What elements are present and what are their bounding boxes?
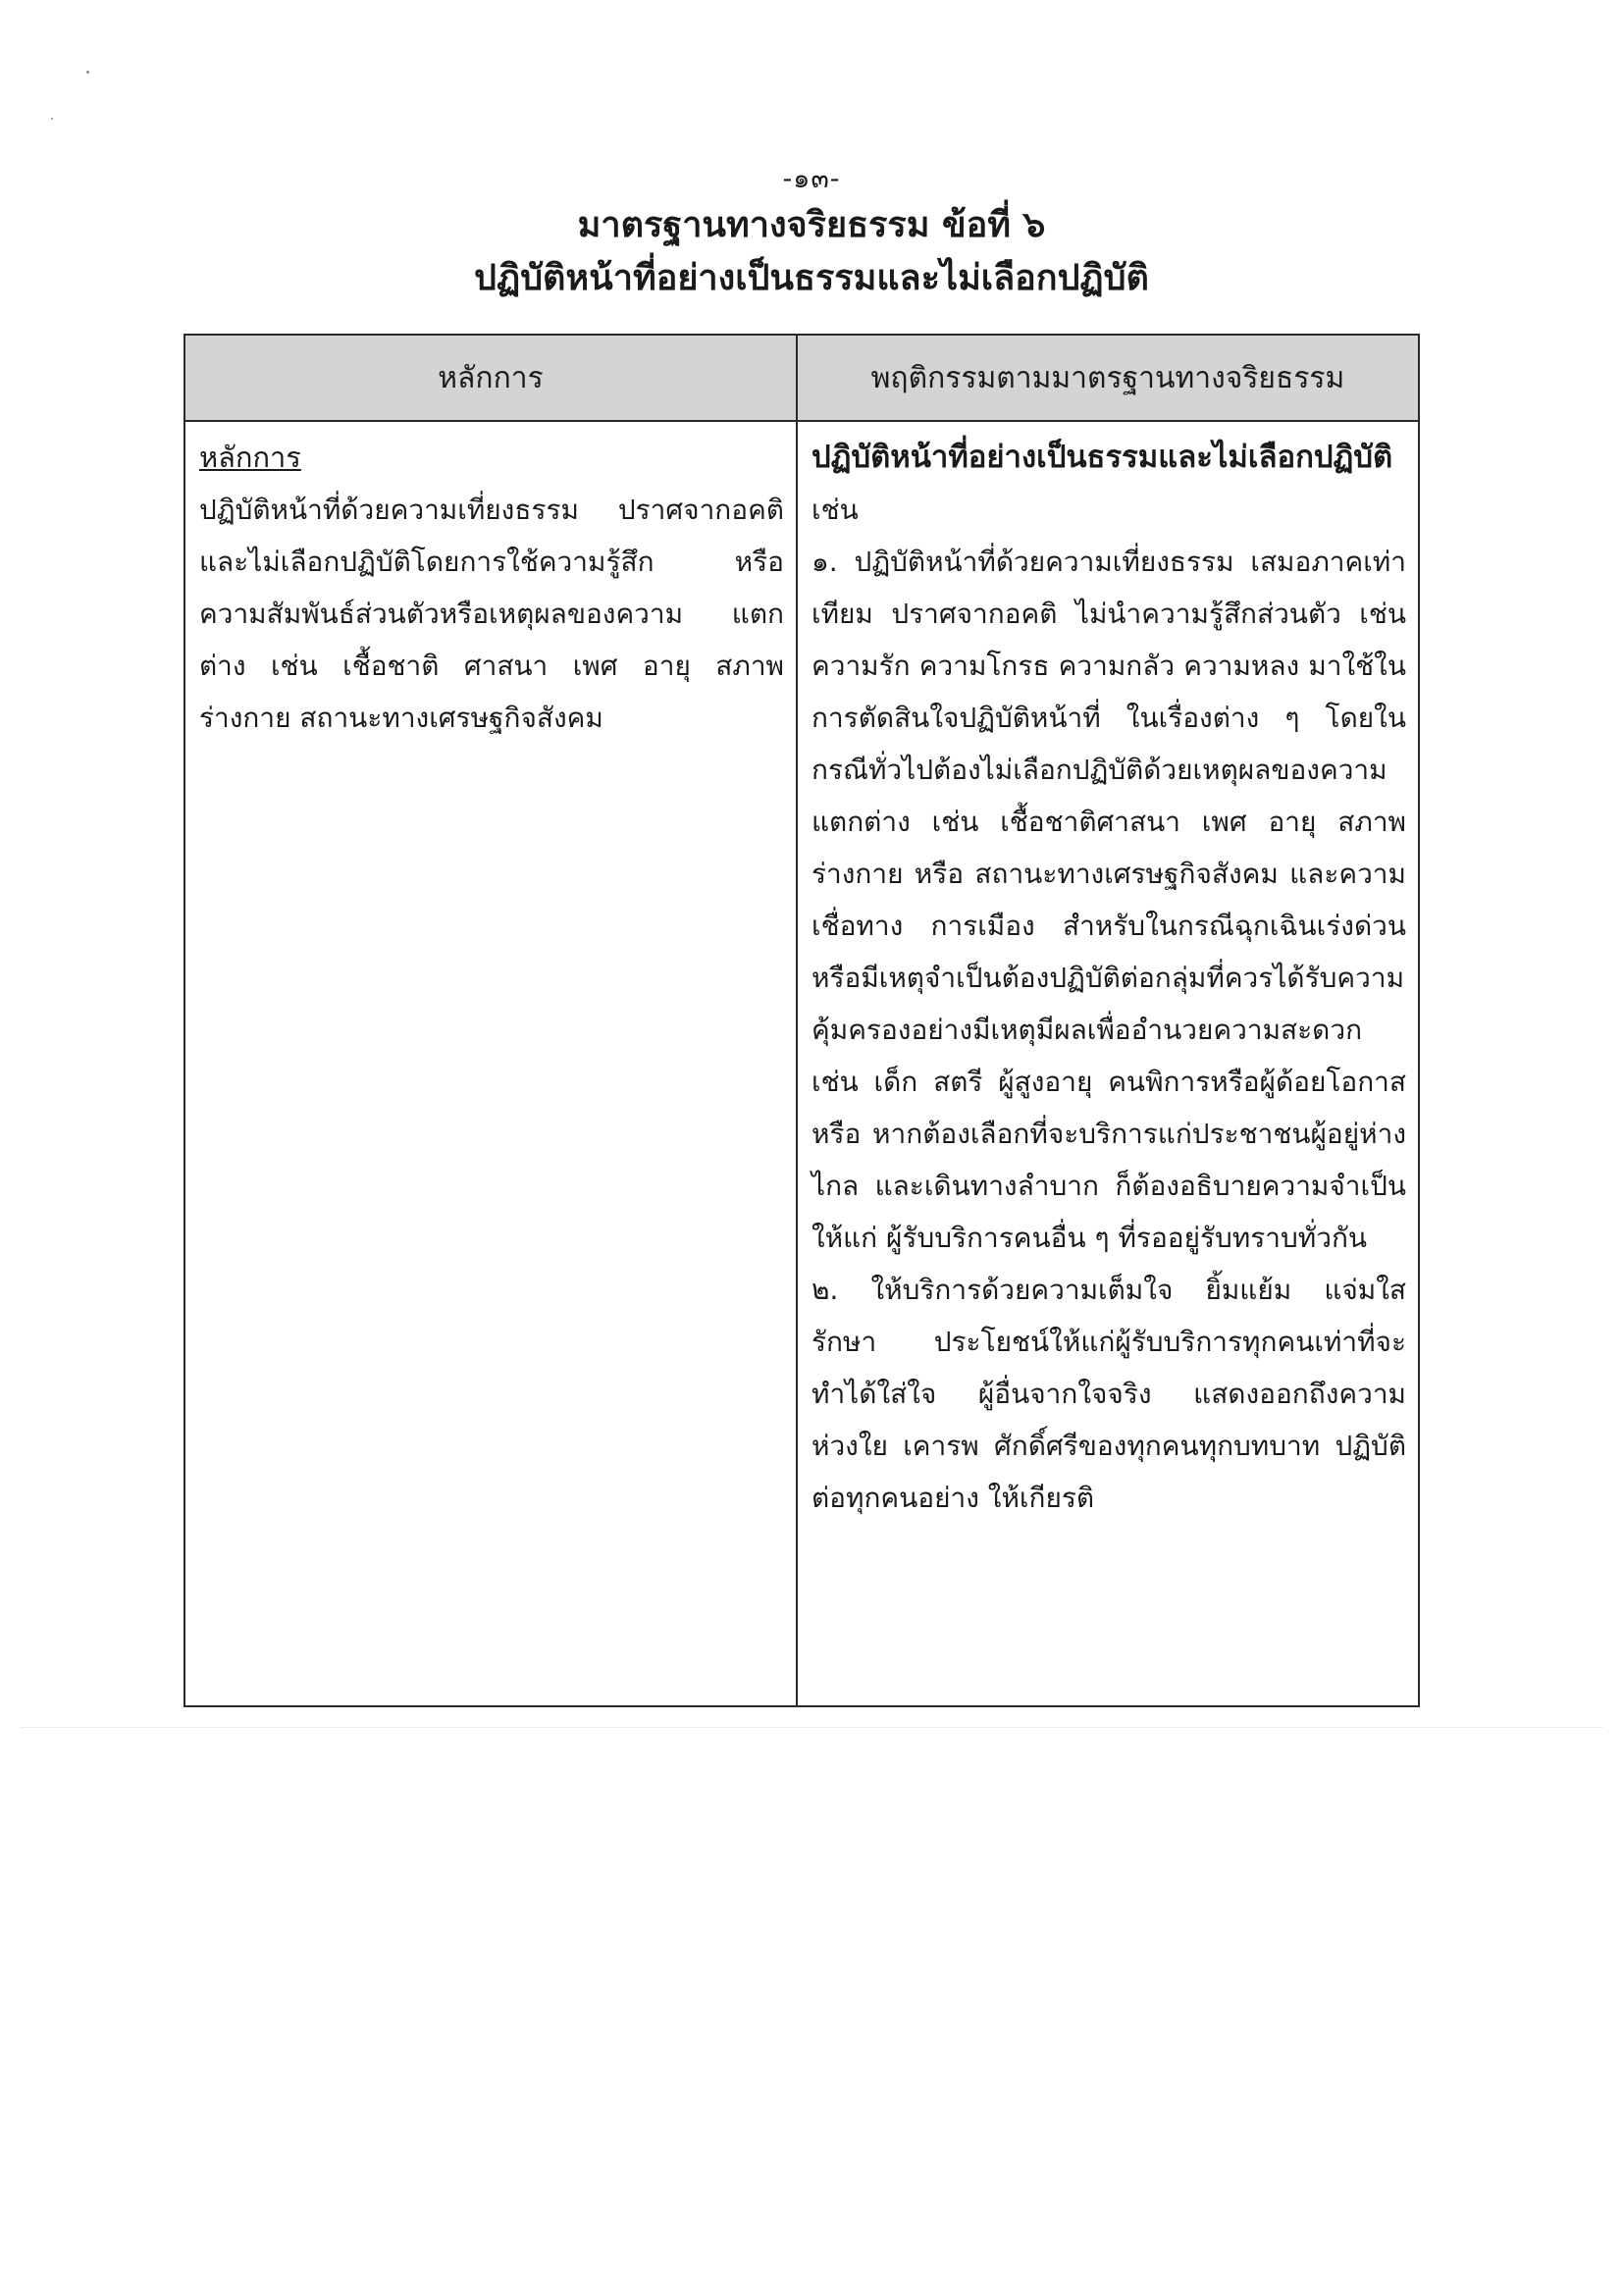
behavior-heading-line [812, 432, 1406, 536]
header-behavior: พฤติกรรมตามมาตรฐานทางจริยธรรม [797, 335, 1419, 421]
table-row [184, 421, 1419, 1706]
ethics-table [183, 334, 1420, 1707]
table-header-row [184, 335, 1419, 421]
principle-cell [184, 421, 797, 1706]
behavior-cell [797, 421, 1419, 1706]
page-subtitle: ปฏิบัติหน้าที่อย่างเป็นธรรมและไม่เลือกปฏิบัติ [474, 258, 1149, 298]
behavior-item-2: ๒. ให้บริการด้วยความเต็มใจ ยิ้มแย้ม แจ่มใส รักษา ประโยชน์ให้แก่ผู้รับบริการทุกคนเท่าที่จะทำได้ใส่ใจ ผู้อื่นจากใจจริง แสดงออกถึงความห่วงใย เคารพ ศักดิ์ศรีของทุกคนทุกบทบาท ปฏิบัติต่อทุกคนอย่าง ให้เกียรติ [812, 1274, 1406, 1514]
principle-body: ปฏิบัติหน้าที่ด้วยความเที่ยงธรรม ปราศจากอคติ และไม่เลือกปฏิบัติโดยการใช้ความรู้สึก หรือ ความสัมพันธ์ส่วนตัวหรือเหตุผลของความ แตกต่าง เช่น เชื้อชาติ ศาสนา เพศ อายุ สภาพ ร่างกาย สถานะทางเศรษฐกิจสังคม [199, 494, 784, 734]
principle-heading: หลักการ [199, 441, 301, 474]
page-title: มาตรฐานทางจริยธรรม ข้อที่ ๖ [577, 205, 1046, 245]
behavior-item-1: ๑. ปฏิบัติหน้าที่ด้วยความเที่ยงธรรม เสมอภาคเท่าเทียม ปราศจากอคติ ไม่นำความรู้สึกส่วนตัว เช่น ความรัก ความโกรธ ความกลัว ความหลง มาใช้ในการตัดสินใจปฏิบัติหน้าที่ ในเรื่องต่าง ๆ โดยในกรณีทั่วไปต้องไม่เลือกปฏิบัติด้วยเหตุผลของความแตกต่าง เช่น เชื้อชาติศาสนา เพศ อายุ สภาพร่างกาย หรือ สถานะทางเศรษฐกิจสังคม และความเชื่อทาง การเมือง สำหรับในกรณีฉุกเฉินเร่งด่วน หรือมีเหตุจำเป็นต้องปฏิบัติต่อกลุ่มที่ควรได้รับความคุ้มครองอย่างมีเหตุมีผลเพื่ออำนวยความสะดวก เช่น เด็ก สตรี ผู้สูงอายุ คนพิการหรือผู้ด้อยโอกาส หรือ หากต้องเลือกที่จะบริการแก่ประชาชนผู้อยู่ห่างไกล และเดินทางลำบาก ก็ต้องอธิบายความจำเป็นให้แก่ ผู้รับบริการคนอื่น ๆ ที่รออยู่รับทราบทั่วกัน [812, 546, 1406, 1254]
scan-speck [86, 71, 89, 74]
behavior-heading-suffix: เช่น [812, 494, 859, 526]
scan-speck [51, 118, 53, 120]
scan-artifact-line [20, 1727, 1603, 1728]
page-number: -๑๓- [782, 164, 841, 194]
header-principle: หลักการ [184, 335, 797, 421]
behavior-heading: ปฏิบัติหน้าที่อย่างเป็นธรรมและไม่เลือกปฏิบัติ [812, 440, 1393, 475]
